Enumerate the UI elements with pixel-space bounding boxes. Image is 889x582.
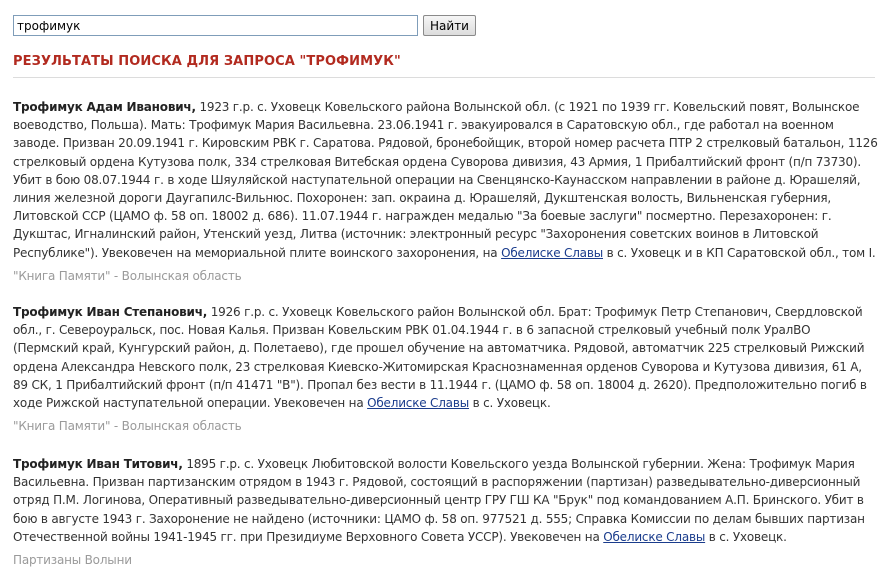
result-text [13,303,879,412]
result-item [13,98,879,285]
results-title: РЕЗУЛЬТАТЫ ПОИСКА ДЛЯ ЗАПРОСА "ТРОФИМУК" [13,54,401,69]
result-name: Трофимук Иван Степанович, [13,305,208,319]
result-description: 1923 г.р. с. Уховецк Ковельского района Волынской обл. (с 1921 по 1939 гг. Ковельский повят, Волынское воеводство, Польша). Мать: Трофимук Мария Васильевна. 23.06.1941 г. эвакуировался в Саратовскую обл., где работал на военном заводе. Призван 20.09.1941 г. Кировским РВК г. Саратова. Рядовой, бронебойщик, второй номер расчета ПТР 2 стрелковый батальон, 1126 стрелковый ордена Кутузова полк, 334 стрелковая Витебская ордена Суворова дивизия, 43 Армия, 1 Прибалтийский фронт (п/п 73730). Убит в бою 08.07.1944 г. в ходе Шяуляйской наступательной операции на Свенцянско-Каунасском направлении в районе д. Юрашеляй, линия железной дороги Даугапилс-Вильнюс. Похоронен: зап. окраина д. Юрашеляй, Дукштенская волость, Вильненская губерния, Литовской ССР (ЦАМО ф. 58 оп. 18002 д. 686). 11.07.1944 г. награжден медалью "За боевые заслуги" посмертно. Перезахоронен: г. Дукштас, Игналинский район, Утенский уезд, Литва (источник: электронный ресурс "Захоронения советских воинов в Литовской Республике"). Увековечен на мемориальной плите воинского захоронения, на [13,100,878,260]
obelisk-link[interactable]: Обелиске Славы [367,396,469,411]
result-name: Трофимук Иван Титович, [13,457,183,471]
result-item [13,303,879,435]
result-description-end: в с. Уховецк. [708,529,787,544]
result-item [13,455,879,569]
result-source: "Книга Памяти" - Волынская область [13,268,242,283]
result-text [13,455,879,546]
result-description-end: в с. Уховецк и в КП Саратовской обл., том I. [606,245,876,260]
result-description: 1895 г.р. с. Уховецк Любитовской волости Ковельского уезда Волынской губернии. Жена: Трофимук Мария Васильевна. Призван партизанским отрядом в 1943 г. Рядовой, состоящий в распоряжении (партизан) разведывательно-диверсионный отряд П.М. Логинова, Оперативный разведывательно-диверсионный центр ГРУ ГШ КА "Брук" под командованием А.П. Бринского. Убит в бою в августе 1943 г. Захоронение не найдено (источники: ЦАМО ф. 58 оп. 977521 д. 555; Справка Комиссии по делам бывших партизан Отечественной войны 1941-1945 гг. при Президиуме Верховного Совета УССР). Увековечен на [13,457,865,544]
result-name: Трофимук Адам Иванович, [13,100,196,114]
result-source: "Книга Памяти" - Волынская область [13,419,242,434]
result-text [13,98,879,262]
divider [13,77,875,78]
result-source: Партизаны Волыни [13,553,132,568]
result-description-end: в с. Уховецк. [472,396,551,411]
search-button[interactable]: Найти [423,15,476,36]
obelisk-link[interactable]: Обелиске Славы [603,529,706,544]
search-input[interactable] [13,15,418,36]
obelisk-link[interactable]: Обелиске Славы [501,245,603,260]
result-description: 1926 г.р. с. Уховецк Ковельского район Волынской обл. Брат: Трофимук Петр Степанович, Свердловской обл., г. Североуральск, пос. Новая Калья. Призван Ковельским РВК 01.04.1944 г. в 6 запасной стрелковый учебный полк УралВО (Пермский край, Кунгурский район, д. Полетаево), где прошел обучение на автоматчика. Рядовой, автоматчик 225 стрелковый Рижский ордена Александра Невского полк, 23 стрелковая Киевско-Житомирская Краснознаменная орденов Суворова и Кутузова дивизия, 61 А, 89 СК, 1 Прибалтийский фронт (п/п 41471 "В"). Пропал без вести в 11.1944 г. (ЦАМО ф. 58 оп. 18004 д. 2620). Предположительно погиб в ходе Рижской наступательной операции. Увековечен на [13,305,867,411]
